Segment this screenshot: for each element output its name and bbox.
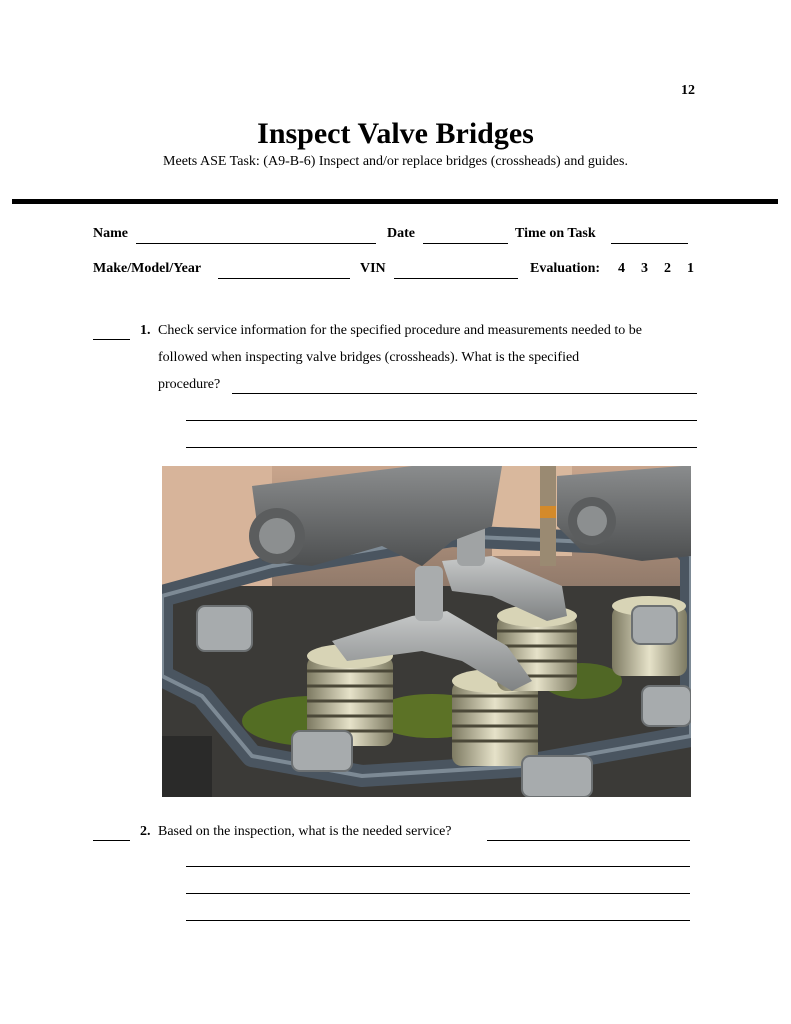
q2-answer-line[interactable] xyxy=(186,920,690,921)
q1-number: 1. xyxy=(140,323,151,338)
evaluation-score-1[interactable]: 1 xyxy=(687,261,694,276)
page-number: 12 xyxy=(681,83,695,98)
ase-task-subtitle: Meets ASE Task: (A9-B-6) Inspect and/or replace bridges (crossheads) and guides. xyxy=(163,154,628,169)
make-model-year-field[interactable] xyxy=(218,278,350,279)
time-on-task-field[interactable] xyxy=(611,243,688,244)
name-label: Name xyxy=(93,226,128,241)
make-model-year-label: Make/Model/Year xyxy=(93,261,202,276)
evaluation-label: Evaluation: xyxy=(530,261,601,276)
q2-number: 2. xyxy=(140,824,151,839)
q1-answer-line[interactable] xyxy=(186,447,697,448)
vin-field[interactable] xyxy=(394,278,518,279)
date-field[interactable] xyxy=(423,243,508,244)
q2-answer-line[interactable] xyxy=(186,866,690,867)
q1-answer-line[interactable] xyxy=(232,393,697,394)
q1-text-line-2: followed when inspecting valve bridges (crossheads). What is the specified xyxy=(158,350,580,365)
q1-check-blank[interactable] xyxy=(93,339,130,340)
date-label: Date xyxy=(387,226,415,241)
q2-check-blank[interactable] xyxy=(93,840,130,841)
evaluation-score-3[interactable]: 3 xyxy=(641,261,648,276)
q2-text-line-1: Based on the inspection, what is the needed service? xyxy=(158,824,452,839)
evaluation-score-4[interactable]: 4 xyxy=(618,261,625,276)
q2-answer-line[interactable] xyxy=(487,840,690,841)
valve-bridge-photo xyxy=(162,466,691,797)
q1-text-line-1: Check service information for the specified procedure and measurements needed to be xyxy=(158,323,642,338)
q1-text-line-3: procedure? xyxy=(158,377,221,392)
name-field[interactable] xyxy=(136,243,376,244)
q1-answer-line[interactable] xyxy=(186,420,697,421)
vin-label: VIN xyxy=(360,261,386,276)
evaluation-score-2[interactable]: 2 xyxy=(664,261,671,276)
header-divider xyxy=(12,199,778,204)
q2-answer-line[interactable] xyxy=(186,893,690,894)
page-title: Inspect Valve Bridges xyxy=(257,117,534,150)
time-on-task-label: Time on Task xyxy=(515,226,596,241)
